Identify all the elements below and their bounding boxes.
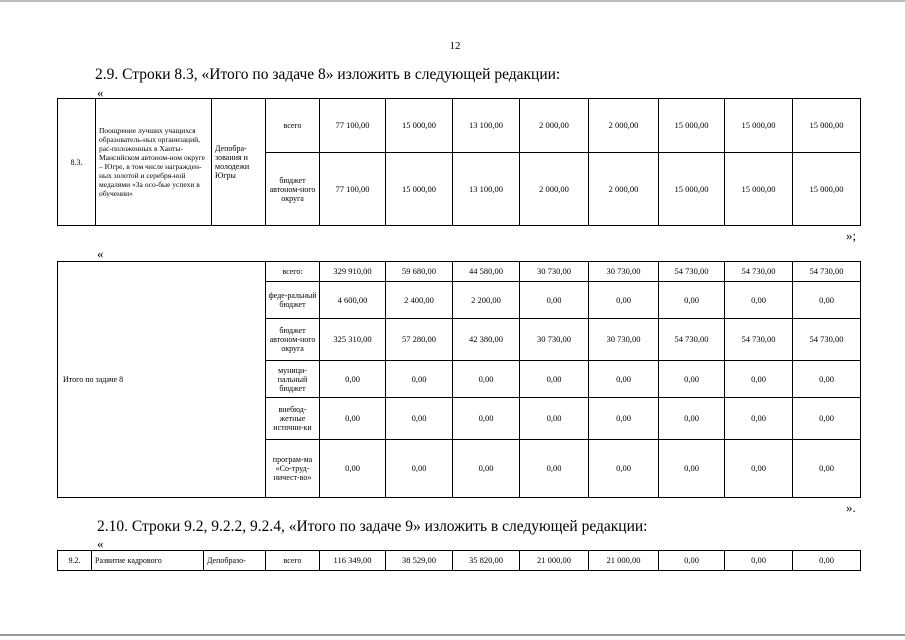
value-cell: 0,00: [386, 440, 453, 498]
funding-source: внебюд-жетные источни-ки: [266, 398, 320, 440]
value-cell: 13 100,00: [453, 153, 520, 226]
close-quote-total-8: ».: [846, 500, 856, 515]
responsible-executor: Депобразо-: [204, 551, 266, 571]
funding-source: всего: [266, 551, 320, 571]
value-cell: 0,00: [320, 361, 386, 398]
value-cell: 0,00: [725, 440, 793, 498]
value-cell: 30 730,00: [520, 262, 589, 282]
funding-source: всего: [266, 99, 320, 153]
measure-description: Развитие кадрового: [92, 551, 204, 571]
value-cell: 0,00: [793, 282, 861, 319]
value-cell: 54 730,00: [659, 319, 725, 361]
value-cell: 15 000,00: [725, 99, 793, 153]
value-cell: 329 910,00: [320, 262, 386, 282]
value-cell: 0,00: [659, 398, 725, 440]
value-cell: 0,00: [589, 440, 659, 498]
funding-source: феде-ральный бюджет: [266, 282, 320, 319]
value-cell: 0,00: [659, 282, 725, 319]
value-cell: 54 730,00: [659, 262, 725, 282]
funding-source: всего:: [266, 262, 320, 282]
close-quote-8-3: »;: [846, 228, 857, 243]
value-cell: 0,00: [589, 398, 659, 440]
value-cell: 2 400,00: [386, 282, 453, 319]
value-cell: 0,00: [320, 398, 386, 440]
value-cell: 0,00: [589, 282, 659, 319]
value-cell: 2 000,00: [589, 153, 659, 226]
value-cell: 77 100,00: [320, 99, 386, 153]
value-cell: 0,00: [520, 361, 589, 398]
value-cell: 44 580,00: [453, 262, 520, 282]
section-2-10-heading: 2.10. Строки 9.2, 9.2.2, 9.2.4, «Итого по задаче 9» изложить в следующей редакции:: [97, 518, 648, 535]
value-cell: 15 000,00: [386, 153, 453, 226]
value-cell: 2 000,00: [589, 99, 659, 153]
open-quote-8-3: «: [97, 85, 104, 100]
table-row-8-3: [57, 98, 861, 226]
value-cell: 15 000,00: [659, 99, 725, 153]
value-cell: 15 000,00: [793, 153, 861, 226]
value-cell: 0,00: [725, 551, 793, 571]
open-quote-total-8: «: [97, 246, 104, 261]
value-cell: 325 310,00: [320, 319, 386, 361]
funding-source: бюджет автоном-ного округа: [266, 153, 320, 226]
value-cell: 0,00: [725, 282, 793, 319]
value-cell: 42 380,00: [453, 319, 520, 361]
value-cell: 0,00: [793, 551, 861, 571]
value-cell: 30 730,00: [520, 319, 589, 361]
value-cell: 30 730,00: [589, 319, 659, 361]
value-cell: 77 100,00: [320, 153, 386, 226]
value-cell: 0,00: [386, 361, 453, 398]
value-cell: 2 000,00: [520, 99, 589, 153]
responsible-executor: Депобра-зования и молодежи Югры: [212, 99, 266, 226]
table-row-9-2: [57, 550, 861, 571]
value-cell: 0,00: [320, 440, 386, 498]
value-cell: 0,00: [659, 440, 725, 498]
value-cell: 54 730,00: [725, 262, 793, 282]
funding-source: муници-пальный бюджет: [266, 361, 320, 398]
value-cell: 57 280,00: [386, 319, 453, 361]
value-cell: 0,00: [453, 398, 520, 440]
funding-source: програм-ма «Со-труд-ничест-во»: [266, 440, 320, 498]
value-cell: 15 000,00: [386, 99, 453, 153]
value-cell: 2 200,00: [453, 282, 520, 319]
value-cell: 0,00: [793, 440, 861, 498]
value-cell: 54 730,00: [725, 319, 793, 361]
row-number: 9.2.: [58, 551, 92, 571]
value-cell: 54 730,00: [793, 319, 861, 361]
value-cell: 0,00: [589, 361, 659, 398]
value-cell: 21 000,00: [520, 551, 589, 571]
scan-edge-top: [0, 0, 905, 2]
value-cell: 0,00: [453, 440, 520, 498]
value-cell: 116 349,00: [320, 551, 386, 571]
value-cell: 15 000,00: [659, 153, 725, 226]
open-quote-9-2: «: [97, 536, 104, 551]
value-cell: 35 820,00: [453, 551, 520, 571]
value-cell: 13 100,00: [453, 99, 520, 153]
table-total-task-8: [57, 261, 861, 498]
total-task-8-label: Итого по задаче 8: [58, 262, 266, 498]
value-cell: 15 000,00: [725, 153, 793, 226]
scan-edge-bottom: [0, 634, 905, 636]
value-cell: 2 000,00: [520, 153, 589, 226]
value-cell: 0,00: [520, 282, 589, 319]
value-cell: 59 680,00: [386, 262, 453, 282]
value-cell: 30 730,00: [589, 262, 659, 282]
value-cell: 0,00: [793, 361, 861, 398]
value-cell: 4 600,00: [320, 282, 386, 319]
value-cell: 54 730,00: [793, 262, 861, 282]
value-cell: 38 529,00: [386, 551, 453, 571]
value-cell: 0,00: [659, 361, 725, 398]
value-cell: 15 000,00: [793, 99, 861, 153]
value-cell: 0,00: [386, 398, 453, 440]
value-cell: 0,00: [793, 398, 861, 440]
value-cell: 0,00: [659, 551, 725, 571]
value-cell: 21 000,00: [589, 551, 659, 571]
value-cell: 0,00: [725, 361, 793, 398]
value-cell: 0,00: [520, 398, 589, 440]
section-2-9-heading: 2.9. Строки 8.3, «Итого по задаче 8» изложить в следующей редакции:: [95, 66, 561, 83]
row-number: 8.3.: [58, 99, 96, 226]
funding-source: бюджет автоном-ного округа: [266, 319, 320, 361]
page-number: 12: [449, 40, 461, 52]
value-cell: 0,00: [453, 361, 520, 398]
value-cell: 0,00: [520, 440, 589, 498]
measure-description: Поощрение лучших учащихся образователь-ных организаций, рас-положенных в Ханты-Мансийском автоном-ном округе – Югре, в том числе награжден-ных золотой и серебря-ной медалями «За осо-бые успехи в обучении»: [96, 99, 212, 226]
value-cell: 0,00: [725, 398, 793, 440]
